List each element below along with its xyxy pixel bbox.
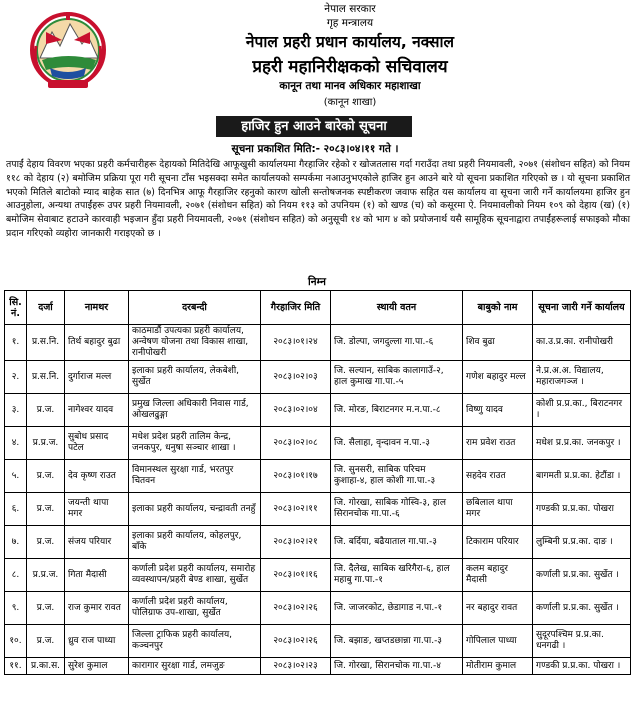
cell-serial: २. — [5, 361, 27, 394]
branch-name: (कानून शाखा) — [323, 97, 377, 108]
cell-issuing-office: बागमती प्र.प्र.का. हेटौंडा । — [533, 460, 631, 493]
table-row — [5, 427, 631, 460]
cell-father-name: गोपिलाल पाध्या — [463, 625, 533, 658]
cell-father-name: सहदेव राउत — [463, 460, 533, 493]
cell-issuing-office: गण्डकी प्र.प्र.का. पोखरा — [533, 493, 631, 526]
cell-issuing-office: सुदूरपश्चिम प्र.प्र.का. धनगढी । — [533, 625, 631, 658]
cell-permanent-address: जि. गोरखा, साबिक गोस्वि-३, हाल सिरानचोक गा.पा.-६ — [331, 493, 463, 526]
table-row — [5, 658, 631, 675]
cell-name: नागेश्वर यादव — [65, 394, 129, 427]
cell-posting: इलाका प्रहरी कार्यालय, कोहलपुर, बाँके — [129, 526, 261, 559]
table-row — [5, 325, 631, 361]
office-name: नेपाल प्रहरी प्रधान कार्यालय, नक्साल — [245, 33, 455, 51]
cell-serial: १०. — [5, 625, 27, 658]
header-father-name: बाबुको नाम — [463, 291, 533, 325]
cell-father-name: विष्णु यादव — [463, 394, 533, 427]
header-serial: सि. नं. — [5, 291, 27, 325]
cell-absent-date: २०८३।०२।०८ — [261, 427, 331, 460]
cell-absent-date: २०८३।०१।१७ — [261, 460, 331, 493]
cell-absent-date: २०८३।०२।२६ — [261, 592, 331, 625]
cell-rank: प्र.ज. — [27, 394, 65, 427]
cell-permanent-address: जि. जाजरकोट, छेडागाड न.पा.-१ — [331, 592, 463, 625]
cell-rank: प्र.ज. — [27, 526, 65, 559]
cell-father-name: कलम बहादुर मैदासी — [463, 559, 533, 592]
cell-rank: प्र.का.स. — [27, 658, 65, 675]
cell-issuing-office: लुम्बिनी प्र.प्र.का. दाङ । — [533, 526, 631, 559]
cell-absent-date: २०८३।०२।०४ — [261, 394, 331, 427]
absentee-table — [4, 290, 631, 675]
ministry-name: गृह मन्त्रालय — [326, 17, 374, 29]
cell-issuing-office: कर्णाली प्र.प्र.का. सुर्खेत । — [533, 592, 631, 625]
cell-name: गिता मैदासी — [65, 559, 129, 592]
header-name: नामथर — [65, 291, 129, 325]
cell-permanent-address: जि. गोरखा, सिरानचोक गा.पा.-४ — [331, 658, 463, 675]
cell-rank: प्र.ज. — [27, 460, 65, 493]
cell-rank: प्र.स.नि. — [27, 325, 65, 361]
cell-absent-date: २०८३।०२।११ — [261, 493, 331, 526]
cell-serial: १. — [5, 325, 27, 361]
cell-permanent-address: जि. सल्यान, साबिक कालागाउँ-२, हाल कुमाख गा.पा.-५ — [331, 361, 463, 394]
cell-absent-date: २०८३।०२।२१ — [261, 526, 331, 559]
cell-absent-date: २०८३।०२।०३ — [261, 361, 331, 394]
notice-title: हाजिर हुन आउने बारेको सूचना — [216, 116, 412, 137]
cell-name: दुर्गाराज मल्ल — [65, 361, 129, 394]
table-row — [5, 394, 631, 427]
cell-name: जयन्ती थापा मगर — [65, 493, 129, 526]
cell-posting: इलाका प्रहरी कार्यालय, चन्द्रावती तनहुँ — [129, 493, 261, 526]
cell-rank: प्र.स.नि. — [27, 361, 65, 394]
cell-issuing-office: ने.प्र.अ.अ. विद्यालय, महाराजगञ्ज । — [533, 361, 631, 394]
table-row — [5, 526, 631, 559]
cell-absent-date: २०८३।०२।२३ — [261, 658, 331, 675]
header-posting: दरबन्दी — [129, 291, 261, 325]
cell-rank: प्र.प्र.ज. — [27, 559, 65, 592]
cell-permanent-address: जि. मोरङ, बिराटनगर म.न.पा.-८ — [331, 394, 463, 427]
division-name: कानून तथा मानव अधिकार महाशाखा — [279, 80, 421, 92]
cell-rank: प्र.ज. — [27, 625, 65, 658]
cell-issuing-office: गण्डकी प्र.प्र.का. पोखरा । — [533, 658, 631, 675]
cell-rank: प्र.ज. — [27, 493, 65, 526]
cell-father-name: मोतीराम कुमाल — [463, 658, 533, 675]
cell-posting: जिल्ला ट्राफिक प्रहरी कार्यालय, कञ्चनपुर — [129, 625, 261, 658]
cell-serial: ५. — [5, 460, 27, 493]
table-row — [5, 592, 631, 625]
notice-body — [6, 158, 630, 241]
cell-serial: ११. — [5, 658, 27, 675]
header-rank: दर्जा — [27, 291, 65, 325]
secretariat-name: प्रहरी महानिरीक्षकको सचिवालय — [252, 57, 448, 77]
cell-posting: कर्णाली प्रदेश प्रहरी कार्यालय, समारोह व्यवस्थापन/प्रहरी बेण्ड शाखा, सुर्खेत — [129, 559, 261, 592]
cell-permanent-address: जि. बझाङ, खप्तडछान्ना गा.पा.-३ — [331, 625, 463, 658]
header-issuing-office: सूचना जारी गर्ने कार्यालय — [533, 291, 631, 325]
table-header-row — [5, 291, 631, 325]
cell-posting: इलाका प्रहरी कार्यालय, लेकबेशी, सुर्खेत — [129, 361, 261, 394]
cell-serial: ८. — [5, 559, 27, 592]
cell-absent-date: २०८३।०१।२४ — [261, 325, 331, 361]
cell-absent-date: २०८३।०२।२६ — [261, 625, 331, 658]
cell-name: सुरेश कुमाल — [65, 658, 129, 675]
cell-permanent-address: जि. दैलेख, साबिक खरिगैरा-६, हाल महाबु गा.पा.-१ — [331, 559, 463, 592]
table-body — [5, 325, 631, 675]
cell-serial: ७. — [5, 526, 27, 559]
cell-father-name: शिव बुढा — [463, 325, 533, 361]
cell-father-name: नर बहादुर रावत — [463, 592, 533, 625]
cell-serial: ३. — [5, 394, 27, 427]
cell-absent-date: २०८३।०१।१६ — [261, 559, 331, 592]
table-row — [5, 625, 631, 658]
header-absent-date: गैरहाजिर मिति — [261, 291, 331, 325]
cell-posting: प्रमुख जिल्ला अधिकारी निवास गार्ड, ओखलढुङ्गा — [129, 394, 261, 427]
cell-serial: ९. — [5, 592, 27, 625]
table-row — [5, 460, 631, 493]
government-name: नेपाल सरकार — [324, 3, 376, 15]
cell-name: सुबोध प्रसाद पटेल — [65, 427, 129, 460]
cell-posting: मधेश प्रदेश प्रहरी तालिम केन्द्र, जनकपुर, धनुषा सञ्चार शाखा । — [129, 427, 261, 460]
cell-serial: ६. — [5, 493, 27, 526]
cell-father-name: राम प्रवेश राउत — [463, 427, 533, 460]
cell-name: राज कुमार रावत — [65, 592, 129, 625]
table-row — [5, 361, 631, 394]
cell-issuing-office: कर्णाली प्र.प्र.का. सुर्खेत । — [533, 559, 631, 592]
cell-father-name: गणेश बहादुर मल्ल — [463, 361, 533, 394]
list-heading: निम्न — [308, 276, 326, 288]
notice-paragraph: तपाईं देहाय विवरण भएका प्रहरी कर्मचारीहरू देहायको मितिदेखि आफूखुसी कार्यालयमा गैरहाजिर रहेको र खोजतलास गर्दा गराउँदा तथा प्रहरी नियमावली, २०७१ (संशोधन सहित) को नियम ११८ को देहाय (२) बमोजिम प्रक्रिया पूरा गरी सूचना टाँस भइसक्दा समेत कार्यालयको सम्पर्कमा नआउनुभएकोले हाजिर हुन आउने बारे यो सूचना प्रकाशित गरिएको छ । यो सूचना प्रकाशित भएको मितिले बाटोको म्याद बाहेक सात (७) दिनभित्र आफू गैरहाजिर रहनुको कारण खोली सन्तोषजनक स्पष्टीकरण जवाफ सहित यस कार्यालय वा सूचना जारी गर्ने कार्यालयमा हाजिर हुन आउनुहोला, अन्यथा तपाईंहरू उपर प्रहरी नियमावली, २०७१ (संशोधन सहित) को नियम ११३ को उपनियम (१) को खण्ड (च) को कसूरमा ऐ. नियमावलीको नियम १०९ को देहाय (ख) (१) बमोजिम सेवाबाट हटाउने कारवाही भइजान हुँदा प्रहरी नियमावली, २०७१ (संशोधन सहित) को अनुसूची १४ को भाग ४ को प्रयोजनार्थ यसै सामूहिक सूचनाद्वारा तपाईंहरूलाई सफाइको मौका प्रदान गरिएको व्यहोरा जानकारी गराइएको छ । — [6, 159, 630, 239]
cell-father-name: छबिलाल थापा मगर — [463, 493, 533, 526]
cell-rank: प्र.ज. — [27, 592, 65, 625]
cell-issuing-office: का.उ.प्र.का. रानीपोखरी — [533, 325, 631, 361]
header-permanent-address: स्थायी वतन — [331, 291, 463, 325]
cell-posting: कर्णाली प्रदेश प्रहरी कार्यालय, पोलिग्राफ उप-शाखा, सुर्खेत — [129, 592, 261, 625]
cell-father-name: टिकाराम परियार — [463, 526, 533, 559]
cell-issuing-office: कोशी प्र.प्र.का., बिराटनगर । — [533, 394, 631, 427]
cell-permanent-address: जि. बर्दिया, बढैयाताल गा.पा.-३ — [331, 526, 463, 559]
cell-name: देव कृष्ण राउत — [65, 460, 129, 493]
cell-posting: विमानस्थल सुरक्षा गार्ड, भरतपुर चितवन — [129, 460, 261, 493]
cell-name: ध्रुव राज पाध्या — [65, 625, 129, 658]
cell-issuing-office: मधेश प्र.प्र.का. जनकपुर । — [533, 427, 631, 460]
nepal-coat-of-arms-icon — [26, 6, 110, 90]
cell-permanent-address: जि. सैलाहा, वृन्दावन न.पा.-३ — [331, 427, 463, 460]
published-date: सूचना प्रकाशित मिति:- २०८३।०४।११ गते । — [231, 143, 399, 155]
cell-permanent-address: जि. डोल्पा, जगदुल्ला गा.पा.-६ — [331, 325, 463, 361]
cell-permanent-address: जि. सुनसरी, साबिक परिचम कुशाहा-४, हाल कोशी गा.पा.-३ — [331, 460, 463, 493]
cell-posting: काठमाडौं उपत्यका प्रहरी कार्यालय, अन्वेषण योजना तथा विकास शाखा, रानीपोखरी — [129, 325, 261, 361]
cell-name: तिर्थ बहादुर बुढा — [65, 325, 129, 361]
cell-name: संजय परियार — [65, 526, 129, 559]
cell-serial: ४. — [5, 427, 27, 460]
cell-posting: कारागार सुरक्षा गार्ड, लमजुङ — [129, 658, 261, 675]
cell-rank: प्र.प्र.ज. — [27, 427, 65, 460]
table-row — [5, 493, 631, 526]
table-row — [5, 559, 631, 592]
